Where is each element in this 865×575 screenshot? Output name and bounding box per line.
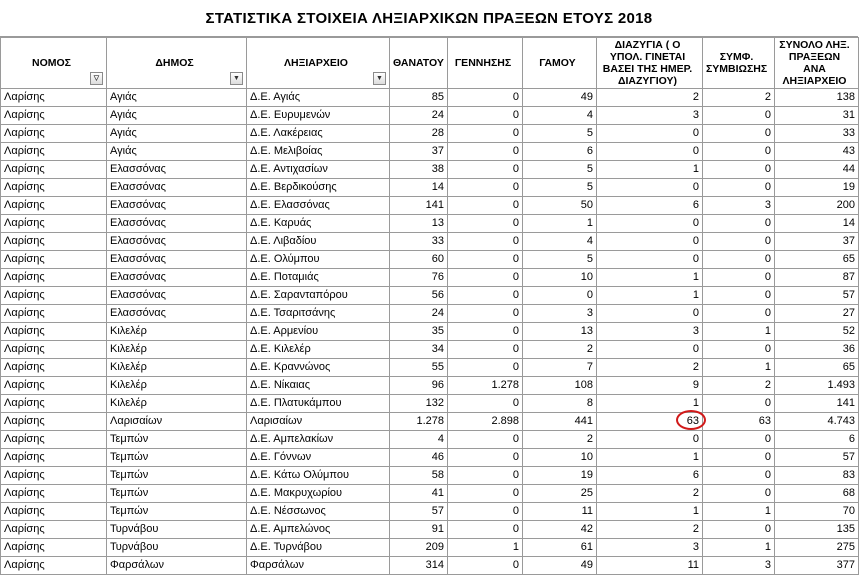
table-row — [1, 287, 859, 305]
table-row — [1, 449, 859, 467]
table-row — [1, 323, 859, 341]
cell-thanatou[interactable]: 24 — [390, 305, 448, 323]
cell-symf-symviosis[interactable]: 0 — [703, 107, 775, 125]
cell-nomos[interactable]: Λαρίσης — [1, 125, 107, 143]
cell-gennisis[interactable]: 0 — [448, 233, 523, 251]
cell-thanatou[interactable]: 55 — [390, 359, 448, 377]
cell-lixiarxeio[interactable]: Δ.Ε. Ολύμπου — [247, 251, 390, 269]
cell-dimos[interactable]: Κιλελέρ — [107, 377, 247, 395]
cell-symf-symviosis[interactable]: 1 — [703, 503, 775, 521]
column-header-label: ΔΗΜΟΣ — [155, 57, 194, 69]
table-row — [1, 413, 859, 431]
cell-symf-symviosis[interactable]: 0 — [703, 431, 775, 449]
cell-lixiarxeio[interactable]: Δ.Ε. Κραννώνος — [247, 359, 390, 377]
cell-synolo[interactable]: 57 — [775, 287, 859, 305]
cell-nomos[interactable]: Λαρίσης — [1, 215, 107, 233]
cell-gennisis[interactable]: 0 — [448, 521, 523, 539]
cell-nomos[interactable]: Λαρίσης — [1, 557, 107, 575]
cell-thanatou[interactable]: 33 — [390, 233, 448, 251]
cell-synolo[interactable]: 36 — [775, 341, 859, 359]
cell-gennisis[interactable]: 0 — [448, 269, 523, 287]
cell-thanatou[interactable]: 38 — [390, 161, 448, 179]
cell-nomos[interactable]: Λαρίσης — [1, 89, 107, 107]
cell-dimos[interactable]: Ελασσόνας — [107, 179, 247, 197]
cell-nomos[interactable]: Λαρίσης — [1, 305, 107, 323]
cell-nomos[interactable]: Λαρίσης — [1, 395, 107, 413]
cell-gennisis[interactable]: 0 — [448, 143, 523, 161]
cell-diazygia[interactable]: 2 — [597, 359, 703, 377]
cell-lixiarxeio[interactable]: Δ.Ε. Ευρυμενών — [247, 107, 390, 125]
cell-lixiarxeio[interactable]: Δ.Ε. Κάτω Ολύμπου — [247, 467, 390, 485]
cell-symf-symviosis[interactable]: 0 — [703, 485, 775, 503]
cell-diazygia[interactable]: 1 — [597, 395, 703, 413]
column-header-diazygia — [597, 38, 703, 89]
cell-gennisis[interactable]: 0 — [448, 305, 523, 323]
cell-lixiarxeio[interactable]: Δ.Ε. Γόννων — [247, 449, 390, 467]
cell-thanatou[interactable]: 24 — [390, 107, 448, 125]
cell-dimos[interactable]: Φαρσάλων — [107, 557, 247, 575]
cell-nomos[interactable]: Λαρίσης — [1, 431, 107, 449]
column-header-thanatou — [390, 38, 448, 89]
cell-synolo[interactable]: 200 — [775, 197, 859, 215]
cell-symf-symviosis[interactable]: 0 — [703, 269, 775, 287]
cell-gamou[interactable]: 11 — [523, 503, 597, 521]
cell-gamou[interactable]: 5 — [523, 251, 597, 269]
cell-thanatou[interactable]: 13 — [390, 215, 448, 233]
cell-gennisis[interactable]: 0 — [448, 323, 523, 341]
cell-diazygia[interactable]: 11 — [597, 557, 703, 575]
cell-symf-symviosis[interactable]: 63 — [703, 413, 775, 431]
cell-gennisis[interactable]: 0 — [448, 485, 523, 503]
cell-gamou[interactable]: 10 — [523, 449, 597, 467]
cell-synolo[interactable]: 19 — [775, 179, 859, 197]
cell-nomos[interactable]: Λαρίσης — [1, 377, 107, 395]
column-header-lixiarxeio — [247, 38, 390, 89]
cell-symf-symviosis[interactable]: 0 — [703, 467, 775, 485]
cell-dimos[interactable]: Τεμπών — [107, 485, 247, 503]
table-row — [1, 467, 859, 485]
cell-gamou[interactable]: 10 — [523, 269, 597, 287]
table-row — [1, 503, 859, 521]
cell-lixiarxeio[interactable]: Δ.Ε. Βερδικούσης — [247, 179, 390, 197]
cell-diazygia[interactable]: 0 — [597, 179, 703, 197]
cell-synolo[interactable]: 138 — [775, 89, 859, 107]
cell-diazygia[interactable]: 0 — [597, 143, 703, 161]
cell-gennisis[interactable]: 0 — [448, 557, 523, 575]
cell-gamou[interactable]: 2 — [523, 341, 597, 359]
cell-dimos[interactable]: Ελασσόνας — [107, 215, 247, 233]
cell-symf-symviosis[interactable]: 0 — [703, 341, 775, 359]
cell-diazygia[interactable]: 1 — [597, 503, 703, 521]
table-row — [1, 557, 859, 575]
table-row — [1, 431, 859, 449]
column-header-gennisis — [448, 38, 523, 89]
cell-dimos[interactable]: Αγιάς — [107, 125, 247, 143]
table-row — [1, 269, 859, 287]
cell-nomos[interactable]: Λαρίσης — [1, 485, 107, 503]
cell-gennisis[interactable]: 0 — [448, 287, 523, 305]
cell-diazygia[interactable]: 0 — [597, 305, 703, 323]
cell-gennisis[interactable]: 0 — [448, 125, 523, 143]
chevron-down-icon[interactable]: ▼ — [373, 72, 386, 85]
cell-lixiarxeio[interactable]: Δ.Ε. Λιβαδίου — [247, 233, 390, 251]
cell-synolo[interactable]: 68 — [775, 485, 859, 503]
cell-diazygia[interactable]: 3 — [597, 539, 703, 557]
cell-diazygia[interactable] — [597, 413, 703, 431]
column-header-dimos — [107, 38, 247, 89]
cell-synolo[interactable]: 4.743 — [775, 413, 859, 431]
cell-dimos[interactable]: Λαρισαίων — [107, 413, 247, 431]
cell-nomos[interactable]: Λαρίσης — [1, 341, 107, 359]
cell-synolo[interactable]: 65 — [775, 359, 859, 377]
cell-gamou[interactable]: 4 — [523, 233, 597, 251]
cell-lixiarxeio[interactable]: Δ.Ε. Νίκαιας — [247, 377, 390, 395]
cell-value: 63 — [686, 415, 699, 427]
cell-diazygia[interactable]: 6 — [597, 197, 703, 215]
cell-diazygia[interactable]: 1 — [597, 269, 703, 287]
cell-synolo[interactable]: 135 — [775, 521, 859, 539]
column-header-label: ΛΗΞΙΑΡΧΕΙΟ — [284, 57, 348, 69]
cell-dimos[interactable]: Αγιάς — [107, 143, 247, 161]
cell-dimos[interactable]: Τυρνάβου — [107, 539, 247, 557]
filter-funnel-icon[interactable]: ▽ — [90, 72, 103, 85]
cell-diazygia[interactable]: 2 — [597, 485, 703, 503]
cell-symf-symviosis[interactable]: 0 — [703, 143, 775, 161]
table-row — [1, 233, 859, 251]
cell-diazygia[interactable]: 0 — [597, 251, 703, 269]
cell-dimos[interactable]: Ελασσόνας — [107, 197, 247, 215]
table-row — [1, 341, 859, 359]
cell-thanatou[interactable]: 57 — [390, 503, 448, 521]
cell-gennisis[interactable]: 1.278 — [448, 377, 523, 395]
cell-symf-symviosis[interactable]: 0 — [703, 179, 775, 197]
cell-gamou[interactable]: 5 — [523, 161, 597, 179]
cell-nomos[interactable]: Λαρίσης — [1, 233, 107, 251]
cell-dimos[interactable]: Αγιάς — [107, 107, 247, 125]
cell-synolo[interactable]: 141 — [775, 395, 859, 413]
cell-lixiarxeio[interactable]: Δ.Ε. Τυρνάβου — [247, 539, 390, 557]
cell-diazygia[interactable]: 0 — [597, 125, 703, 143]
cell-nomos[interactable]: Λαρίσης — [1, 161, 107, 179]
table-row — [1, 539, 859, 557]
column-header-gamou — [523, 38, 597, 89]
cell-nomos[interactable]: Λαρίσης — [1, 539, 107, 557]
table-row — [1, 305, 859, 323]
column-header-label: ΣΥΜΦ. ΣΥΜΒΙΩΣΗΣ — [706, 51, 768, 75]
cell-gamou[interactable]: 4 — [523, 107, 597, 125]
cell-symf-symviosis[interactable]: 0 — [703, 521, 775, 539]
cell-thanatou[interactable]: 35 — [390, 323, 448, 341]
cell-gamou[interactable]: 13 — [523, 323, 597, 341]
cell-nomos[interactable]: Λαρίσης — [1, 107, 107, 125]
cell-gennisis[interactable]: 0 — [448, 179, 523, 197]
cell-synolo[interactable]: 1.493 — [775, 377, 859, 395]
cell-gamou[interactable]: 42 — [523, 521, 597, 539]
cell-diazygia[interactable]: 0 — [597, 341, 703, 359]
cell-symf-symviosis[interactable]: 1 — [703, 539, 775, 557]
cell-dimos[interactable]: Κιλελέρ — [107, 323, 247, 341]
cell-gennisis[interactable]: 0 — [448, 341, 523, 359]
cell-synolo[interactable]: 70 — [775, 503, 859, 521]
cell-lixiarxeio[interactable]: Φαρσάλων — [247, 557, 390, 575]
cell-diazygia[interactable]: 2 — [597, 521, 703, 539]
cell-thanatou[interactable]: 132 — [390, 395, 448, 413]
data-table — [0, 37, 859, 575]
cell-synolo[interactable]: 33 — [775, 125, 859, 143]
column-header-label: ΣΥΝΟΛΟ ΛΗΞ. ΠΡΑΞΕΩΝ ΑΝΑ ΛΗΞΙΑΡΧΕΙΟ — [779, 39, 850, 87]
cell-gamou[interactable]: 8 — [523, 395, 597, 413]
cell-dimos[interactable]: Κιλελέρ — [107, 395, 247, 413]
cell-thanatou[interactable]: 141 — [390, 197, 448, 215]
table-row — [1, 395, 859, 413]
table-row — [1, 161, 859, 179]
cell-gennisis[interactable]: 0 — [448, 395, 523, 413]
cell-lixiarxeio[interactable]: Λαρισαίων — [247, 413, 390, 431]
cell-dimos[interactable]: Τεμπών — [107, 449, 247, 467]
cell-lixiarxeio[interactable]: Δ.Ε. Καρυάς — [247, 215, 390, 233]
cell-synolo[interactable]: 27 — [775, 305, 859, 323]
sheet-title: ΣΤΑΤΙΣΤΙΚΑ ΣΤΟΙΧΕΙΑ ΛΗΞΙΑΡΧΙΚΩΝ ΠΡΑΞΕΩΝ ΕΤΟΥΣ 2018 — [0, 0, 858, 37]
table-row — [1, 359, 859, 377]
cell-nomos[interactable]: Λαρίσης — [1, 251, 107, 269]
cell-gennisis[interactable]: 0 — [448, 215, 523, 233]
cell-gamou[interactable]: 108 — [523, 377, 597, 395]
cell-dimos[interactable]: Ελασσόνας — [107, 269, 247, 287]
cell-gennisis[interactable]: 2.898 — [448, 413, 523, 431]
cell-lixiarxeio[interactable]: Δ.Ε. Πλατυκάμπου — [247, 395, 390, 413]
cell-gamou[interactable]: 49 — [523, 557, 597, 575]
table-row — [1, 179, 859, 197]
cell-symf-symviosis[interactable]: 0 — [703, 251, 775, 269]
table-row — [1, 377, 859, 395]
cell-synolo[interactable]: 37 — [775, 233, 859, 251]
cell-nomos[interactable]: Λαρίσης — [1, 413, 107, 431]
table-row — [1, 125, 859, 143]
cell-symf-symviosis[interactable]: 0 — [703, 287, 775, 305]
cell-gennisis[interactable]: 0 — [448, 107, 523, 125]
cell-synolo[interactable]: 14 — [775, 215, 859, 233]
cell-nomos[interactable]: Λαρίσης — [1, 467, 107, 485]
cell-thanatou[interactable]: 60 — [390, 251, 448, 269]
cell-lixiarxeio[interactable]: Δ.Ε. Τσαριτσάνης — [247, 305, 390, 323]
cell-dimos[interactable]: Τεμπών — [107, 431, 247, 449]
cell-dimos[interactable]: Κιλελέρ — [107, 341, 247, 359]
cell-dimos[interactable]: Κιλελέρ — [107, 359, 247, 377]
cell-gamou[interactable]: 0 — [523, 287, 597, 305]
cell-dimos[interactable]: Ελασσόνας — [107, 161, 247, 179]
cell-thanatou[interactable]: 1.278 — [390, 413, 448, 431]
cell-symf-symviosis[interactable]: 3 — [703, 557, 775, 575]
cell-synolo[interactable]: 377 — [775, 557, 859, 575]
cell-gennisis[interactable]: 1 — [448, 539, 523, 557]
cell-gamou[interactable]: 61 — [523, 539, 597, 557]
cell-diazygia[interactable]: 3 — [597, 323, 703, 341]
cell-synolo[interactable]: 275 — [775, 539, 859, 557]
header-row — [1, 38, 859, 89]
cell-gamou[interactable]: 19 — [523, 467, 597, 485]
column-header-synolo — [775, 38, 859, 89]
column-header-symf-symviosis — [703, 38, 775, 89]
table-row — [1, 485, 859, 503]
table-row — [1, 89, 859, 107]
cell-nomos[interactable]: Λαρίσης — [1, 359, 107, 377]
cell-lixiarxeio[interactable]: Δ.Ε. Αντιχασίων — [247, 161, 390, 179]
cell-thanatou[interactable]: 28 — [390, 125, 448, 143]
cell-thanatou[interactable]: 37 — [390, 143, 448, 161]
cell-nomos[interactable]: Λαρίσης — [1, 179, 107, 197]
cell-symf-symviosis[interactable]: 0 — [703, 161, 775, 179]
cell-diazygia[interactable]: 1 — [597, 449, 703, 467]
cell-thanatou[interactable]: 14 — [390, 179, 448, 197]
cell-thanatou[interactable]: 4 — [390, 431, 448, 449]
cell-lixiarxeio[interactable]: Δ.Ε. Σαρανταπόρου — [247, 287, 390, 305]
cell-synolo[interactable]: 52 — [775, 323, 859, 341]
cell-thanatou[interactable]: 34 — [390, 341, 448, 359]
cell-diazygia[interactable]: 1 — [597, 287, 703, 305]
cell-diazygia[interactable]: 0 — [597, 431, 703, 449]
cell-thanatou[interactable]: 76 — [390, 269, 448, 287]
cell-lixiarxeio[interactable]: Δ.Ε. Αγιάς — [247, 89, 390, 107]
table-body — [1, 89, 859, 575]
cell-symf-symviosis[interactable]: 1 — [703, 359, 775, 377]
cell-diazygia[interactable]: 3 — [597, 107, 703, 125]
cell-symf-symviosis[interactable]: 0 — [703, 215, 775, 233]
cell-symf-symviosis[interactable]: 2 — [703, 377, 775, 395]
cell-nomos[interactable]: Λαρίσης — [1, 521, 107, 539]
cell-gamou[interactable]: 1 — [523, 215, 597, 233]
cell-thanatou[interactable]: 96 — [390, 377, 448, 395]
cell-diazygia[interactable]: 0 — [597, 215, 703, 233]
cell-lixiarxeio[interactable]: Δ.Ε. Αμπελώνος — [247, 521, 390, 539]
cell-symf-symviosis[interactable]: 0 — [703, 125, 775, 143]
table-row — [1, 197, 859, 215]
cell-dimos[interactable]: Ελασσόνας — [107, 305, 247, 323]
cell-synolo[interactable]: 65 — [775, 251, 859, 269]
cell-thanatou[interactable]: 41 — [390, 485, 448, 503]
cell-gamou[interactable]: 3 — [523, 305, 597, 323]
cell-dimos[interactable]: Ελασσόνας — [107, 233, 247, 251]
cell-gamou[interactable]: 5 — [523, 179, 597, 197]
chevron-down-icon[interactable]: ▼ — [230, 72, 243, 85]
cell-nomos[interactable]: Λαρίσης — [1, 503, 107, 521]
cell-lixiarxeio[interactable]: Δ.Ε. Μακρυχωρίου — [247, 485, 390, 503]
cell-lixiarxeio[interactable]: Δ.Ε. Αμπελακίων — [247, 431, 390, 449]
cell-lixiarxeio[interactable]: Δ.Ε. Λακέρειας — [247, 125, 390, 143]
cell-gamou[interactable]: 2 — [523, 431, 597, 449]
cell-synolo[interactable]: 44 — [775, 161, 859, 179]
cell-gamou[interactable]: 6 — [523, 143, 597, 161]
cell-dimos[interactable]: Τεμπών — [107, 503, 247, 521]
cell-synolo[interactable]: 43 — [775, 143, 859, 161]
cell-gamou[interactable]: 7 — [523, 359, 597, 377]
cell-nomos[interactable]: Λαρίσης — [1, 449, 107, 467]
cell-gennisis[interactable]: 0 — [448, 359, 523, 377]
cell-lixiarxeio[interactable]: Δ.Ε. Μελιβοίας — [247, 143, 390, 161]
cell-thanatou[interactable]: 58 — [390, 467, 448, 485]
cell-diazygia[interactable]: 2 — [597, 89, 703, 107]
cell-lixiarxeio[interactable]: Δ.Ε. Κιλελέρ — [247, 341, 390, 359]
cell-gennisis[interactable]: 0 — [448, 503, 523, 521]
column-header-label: ΔΙΑΖΥΓΙΑ ( Ο ΥΠΟΛ. ΓΙΝΕΤΑΙ ΒΑΣΕΙ ΤΗΣ ΗΜΕΡ. ΔΙΑΖΥΓΙΟΥ) — [602, 39, 693, 87]
cell-lixiarxeio[interactable]: Δ.Ε. Αρμενίου — [247, 323, 390, 341]
cell-symf-symviosis[interactable]: 0 — [703, 305, 775, 323]
cell-synolo[interactable]: 6 — [775, 431, 859, 449]
cell-diazygia[interactable]: 9 — [597, 377, 703, 395]
cell-dimos[interactable]: Ελασσόνας — [107, 251, 247, 269]
cell-gamou[interactable]: 49 — [523, 89, 597, 107]
cell-gennisis[interactable]: 0 — [448, 251, 523, 269]
cell-gennisis[interactable]: 0 — [448, 449, 523, 467]
cell-nomos[interactable]: Λαρίσης — [1, 197, 107, 215]
table-row — [1, 107, 859, 125]
cell-dimos[interactable]: Αγιάς — [107, 89, 247, 107]
table-row — [1, 143, 859, 161]
cell-gamou[interactable]: 441 — [523, 413, 597, 431]
cell-diazygia[interactable]: 6 — [597, 467, 703, 485]
column-header-nomos — [1, 38, 107, 89]
cell-synolo[interactable]: 87 — [775, 269, 859, 287]
cell-nomos[interactable]: Λαρίσης — [1, 143, 107, 161]
cell-thanatou[interactable]: 56 — [390, 287, 448, 305]
cell-symf-symviosis[interactable]: 2 — [703, 89, 775, 107]
cell-dimos[interactable]: Τεμπών — [107, 467, 247, 485]
cell-gamou[interactable]: 5 — [523, 125, 597, 143]
cell-symf-symviosis[interactable]: 0 — [703, 395, 775, 413]
cell-diazygia[interactable]: 0 — [597, 233, 703, 251]
cell-symf-symviosis[interactable]: 3 — [703, 197, 775, 215]
cell-symf-symviosis[interactable]: 0 — [703, 233, 775, 251]
cell-thanatou[interactable]: 46 — [390, 449, 448, 467]
cell-lixiarxeio[interactable]: Δ.Ε. Ποταμιάς — [247, 269, 390, 287]
cell-gamou[interactable]: 25 — [523, 485, 597, 503]
cell-nomos[interactable]: Λαρίσης — [1, 269, 107, 287]
cell-thanatou[interactable]: 85 — [390, 89, 448, 107]
cell-thanatou[interactable]: 314 — [390, 557, 448, 575]
column-header-label: ΓΑΜΟΥ — [539, 57, 576, 69]
column-header-label: ΘΑΝΑΤΟΥ — [393, 57, 444, 69]
table-row — [1, 251, 859, 269]
table-row — [1, 521, 859, 539]
cell-dimos[interactable]: Ελασσόνας — [107, 287, 247, 305]
cell-synolo[interactable]: 57 — [775, 449, 859, 467]
cell-gamou[interactable]: 50 — [523, 197, 597, 215]
cell-lixiarxeio[interactable]: Δ.Ε. Νέσσωνος — [247, 503, 390, 521]
column-header-label: ΓΕΝΝΗΣΗΣ — [454, 57, 512, 69]
cell-gennisis[interactable]: 0 — [448, 197, 523, 215]
cell-nomos[interactable]: Λαρίσης — [1, 323, 107, 341]
cell-synolo[interactable]: 31 — [775, 107, 859, 125]
cell-lixiarxeio[interactable]: Δ.Ε. Ελασσόνας — [247, 197, 390, 215]
cell-gennisis[interactable]: 0 — [448, 431, 523, 449]
column-header-label: ΝΟΜΟΣ — [32, 57, 71, 69]
cell-gennisis[interactable]: 0 — [448, 161, 523, 179]
cell-synolo[interactable]: 83 — [775, 467, 859, 485]
cell-symf-symviosis[interactable]: 0 — [703, 449, 775, 467]
cell-gennisis[interactable]: 0 — [448, 89, 523, 107]
cell-thanatou[interactable]: 209 — [390, 539, 448, 557]
cell-thanatou[interactable]: 91 — [390, 521, 448, 539]
cell-symf-symviosis[interactable]: 1 — [703, 323, 775, 341]
cell-nomos[interactable]: Λαρίσης — [1, 287, 107, 305]
cell-gennisis[interactable]: 0 — [448, 467, 523, 485]
cell-diazygia[interactable]: 1 — [597, 161, 703, 179]
table-row — [1, 215, 859, 233]
cell-dimos[interactable]: Τυρνάβου — [107, 521, 247, 539]
